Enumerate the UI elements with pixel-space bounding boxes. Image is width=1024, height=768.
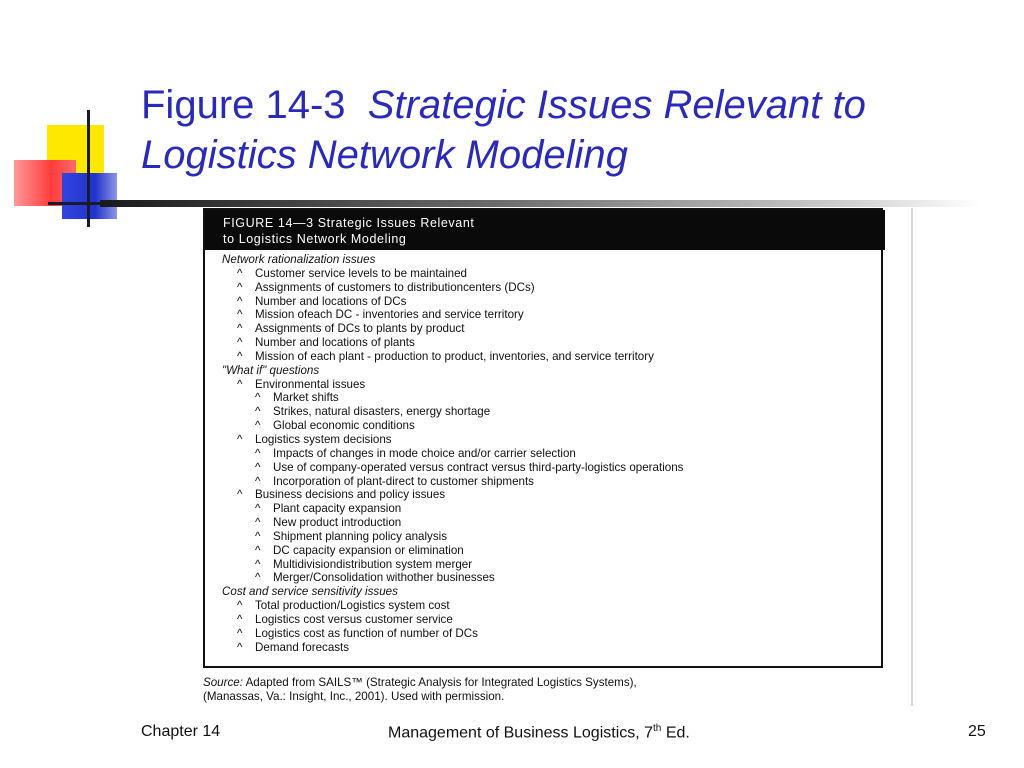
figure-list-item <box>222 433 882 447</box>
figure-list-item-text: Environmental issues <box>255 377 366 391</box>
figure-list-item <box>222 461 882 475</box>
figure-list-item <box>222 641 882 655</box>
bullet-caret: ^ <box>237 377 243 391</box>
figure-list-item-text: Logistics system decisions <box>255 432 392 446</box>
figure-body <box>222 253 882 654</box>
figure-section-heading: "What if" questions <box>222 363 320 377</box>
bullet-caret: ^ <box>255 543 261 557</box>
title-italic-line1: Strategic Issues Relevant to <box>367 83 866 127</box>
figure-list-item <box>222 405 882 419</box>
figure-list-item-text: Assignments of DCs to plants by product <box>255 322 465 336</box>
bullet-caret: ^ <box>255 405 261 419</box>
footer-chapter: Chapter 14 <box>141 723 221 740</box>
figure-list-item-text: Use of company-operated versus contract versus third-party-logistics operations <box>273 460 684 474</box>
figure-list-item-text: Incorporation of plant-direct to customer shipments <box>273 474 534 488</box>
figure-list-item <box>222 447 882 461</box>
bullet-caret: ^ <box>237 294 243 308</box>
bullet-caret: ^ <box>237 626 243 640</box>
figure-list-item <box>222 502 882 516</box>
footer-book-main: Management of Business Logistics, 7 <box>388 724 654 742</box>
figure-list-item <box>222 599 882 613</box>
bullet-caret: ^ <box>255 474 261 488</box>
figure-list-item-text: Shipment planning policy analysis <box>273 529 448 543</box>
figure-frame <box>203 208 883 668</box>
bullet-caret: ^ <box>255 419 261 433</box>
figure-image <box>203 208 913 706</box>
footer-book-sup: th <box>653 723 662 734</box>
figure-section-heading: Network rationalization issues <box>222 253 376 266</box>
figure-list-item-text: DC capacity expansion or elimination <box>273 543 464 557</box>
title-italic-line2: Logistics Network Modeling <box>141 133 628 177</box>
bullet-caret: ^ <box>237 432 243 446</box>
figure-list-item <box>222 295 882 309</box>
footer-book-title <box>388 723 690 742</box>
bullet-caret: ^ <box>255 557 261 571</box>
bullet-caret: ^ <box>237 266 243 280</box>
figure-list-item-text: Strikes, natural disasters, energy shortage <box>273 405 491 419</box>
figure-list-item-text: Logistics cost versus customer service <box>255 612 453 626</box>
figure-list-item <box>222 488 882 502</box>
figure-header-line2: to Logistics Network Modeling <box>223 232 407 246</box>
figure-list-item-text: Merger/Consolidation withother businesses <box>273 571 495 585</box>
figure-list-item <box>222 419 882 433</box>
figure-list-item <box>222 322 882 336</box>
bullet-caret: ^ <box>255 516 261 530</box>
bullet-caret: ^ <box>255 460 261 474</box>
figure-source <box>203 676 893 704</box>
source-label: Source: <box>203 676 243 689</box>
figure-list-item <box>222 281 882 295</box>
figure-list-item-text: Impacts of changes in mode choice and/or carrier selection <box>273 446 576 460</box>
figure-list-item <box>222 530 882 544</box>
figure-list-item-text: Logistics cost as function of number of DCs <box>255 626 478 640</box>
figure-list-item <box>222 336 882 350</box>
figure-list-item <box>222 613 882 627</box>
figure-list-item <box>222 378 882 392</box>
decor-vertical-line <box>87 110 90 227</box>
figure-list-item-text: New product introduction <box>273 516 402 530</box>
figure-list-item <box>222 475 882 489</box>
figure-list-item-text: Mission of each plant - production to product, inventories, and service territory <box>255 349 654 363</box>
figure-list-item <box>222 308 882 322</box>
bullet-caret: ^ <box>237 612 243 626</box>
figure-list-item <box>222 391 882 405</box>
figure-list-item <box>222 267 882 281</box>
figure-list-item <box>222 516 882 530</box>
figure-section-heading: Cost and service sensitivity issues <box>222 585 398 599</box>
figure-header <box>205 210 885 250</box>
decor-horizontal-line <box>48 202 108 205</box>
footer-book-tail: Ed. <box>661 724 690 742</box>
figure-list-item <box>222 544 882 558</box>
figure-list-item-text: Market shifts <box>273 391 339 405</box>
title-underline-rule <box>100 200 980 207</box>
figure-list-item-text: Assignments of customers to distributioncenters (DCs) <box>255 280 535 294</box>
figure-list-item-text: Business decisions and policy issues <box>255 488 446 502</box>
figure-edge <box>911 208 913 706</box>
bullet-caret: ^ <box>237 336 243 350</box>
bullet-caret: ^ <box>237 599 243 613</box>
figure-list-item-text: Number and locations of plants <box>255 336 415 350</box>
bullet-caret: ^ <box>237 308 243 322</box>
bullet-caret: ^ <box>237 488 243 502</box>
bullet-caret: ^ <box>237 322 243 336</box>
figure-list-item-text: Plant capacity expansion <box>273 502 402 516</box>
bullet-caret: ^ <box>237 640 243 654</box>
figure-list-item-text: Number and locations of DCs <box>255 294 407 308</box>
slide-title <box>141 80 1001 180</box>
bullet-caret: ^ <box>237 280 243 294</box>
figure-list-item-text: Demand forecasts <box>255 640 350 654</box>
bullet-caret: ^ <box>237 349 243 363</box>
figure-list-item-text: Global economic conditions <box>273 419 415 433</box>
figure-list-item <box>222 571 882 585</box>
bullet-caret: ^ <box>255 529 261 543</box>
figure-list-item-text: Multidivisiondistribution system merger <box>273 557 473 571</box>
bullet-caret: ^ <box>255 502 261 516</box>
bullet-caret: ^ <box>255 446 261 460</box>
source-line1: Adapted from SAILS™ (Strategic Analysis for Integrated Logistics Systems), <box>245 676 637 689</box>
footer-page-number: 25 <box>968 723 986 740</box>
source-line2: (Manassas, Va.: Insight, Inc., 2001). Used with permission. <box>203 690 505 703</box>
bullet-caret: ^ <box>255 391 261 405</box>
figure-list-item <box>222 627 882 641</box>
title-prefix: Figure 14-3 <box>141 83 346 127</box>
figure-list-item-text: Mission ofeach DC - inventories and service territory <box>255 308 524 322</box>
figure-list-item <box>222 350 882 364</box>
figure-list-item-text: Total production/Logistics system cost <box>255 599 450 613</box>
bullet-caret: ^ <box>255 571 261 585</box>
figure-list-item-text: Customer service levels to be maintained <box>255 266 468 280</box>
figure-header-line1: FIGURE 14—3 Strategic Issues Relevant <box>223 216 475 230</box>
figure-list-item <box>222 558 882 572</box>
